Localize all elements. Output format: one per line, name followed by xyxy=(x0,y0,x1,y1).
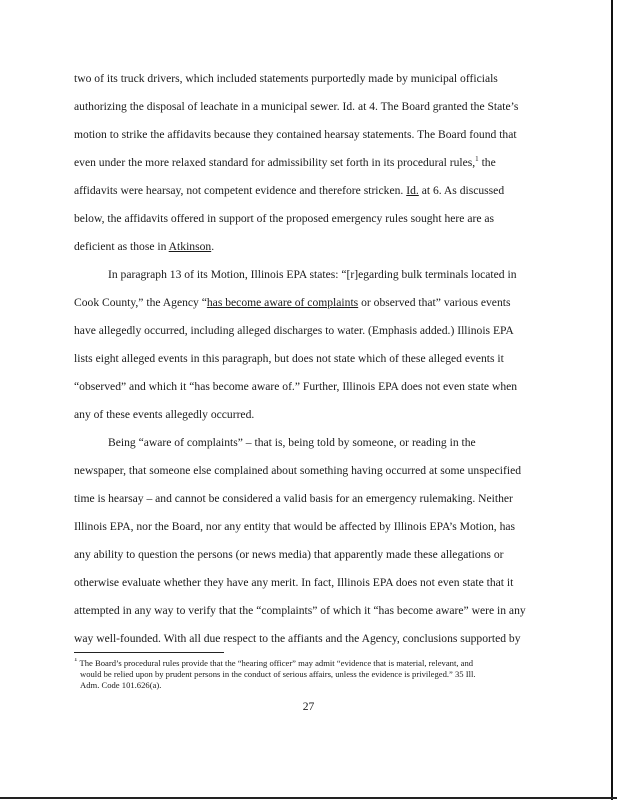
footnote-marker: 1 xyxy=(74,658,78,663)
footnote-line xyxy=(74,658,546,669)
text-run: . xyxy=(211,240,215,253)
body-line: Illinois EPA, nor the Board, nor any entity that would be affected by Illinois EPA’s Motion, has xyxy=(74,520,516,533)
footnote-ref[interactable]: 1 xyxy=(475,156,479,163)
body-line: any of these events allegedly occurred. xyxy=(74,408,255,421)
body-line xyxy=(74,240,546,254)
footnote-line: Adm. Code 101.626(a). xyxy=(80,680,162,690)
text-run: Cook County,” the Agency “ xyxy=(74,296,207,309)
body-line: any ability to question the persons (or news media) that apparently made these allegations or xyxy=(74,548,504,561)
body-line: authorizing the disposal of leachate in a municipal sewer. Id. at 4. The Board granted the State’s xyxy=(74,100,519,113)
body-line: motion to strike the affidavits because they contained hearsay statements. The Board found that xyxy=(74,128,517,141)
text-run: the xyxy=(481,156,496,169)
body-line: attempted in any way to verify that the “complaints” of which it “has become aware” were in any xyxy=(74,604,526,617)
page-number: 27 xyxy=(302,700,315,713)
page-edge-right xyxy=(611,0,613,800)
body-line: In paragraph 13 of its Motion, Illinois EPA states: “[r]egarding bulk terminals located in xyxy=(108,268,517,281)
body-line: lists eight alleged events in this paragraph, but does not state which of these alleged events it xyxy=(74,352,504,365)
text-run: or observed that” various events xyxy=(358,296,511,309)
body-line xyxy=(74,184,546,198)
body-line: newspaper, that someone else complained about something having occurred at some unspecified xyxy=(74,464,522,477)
body-line: have allegedly occurred, including alleged discharges to water. (Emphasis added.) Illinois EPA xyxy=(74,324,514,337)
case-cite: Id. xyxy=(406,184,419,197)
body-line xyxy=(74,296,546,310)
body-line: Being “aware of complaints” – that is, being told by someone, or reading in the xyxy=(108,436,476,449)
footnote-line: would be relied upon by prudent persons in the conduct of serious affairs, unless the evidence is privileged.” 35 Ill. xyxy=(80,669,476,679)
body-line: “observed” and which it “has become aware of.” Further, Illinois EPA does not even state when xyxy=(74,380,518,393)
footnote-separator xyxy=(74,652,224,653)
body-line: otherwise evaluate whether they have any merit. In fact, Illinois EPA does not even state that it xyxy=(74,576,514,589)
body-line: below, the affidavits offered in support of the proposed emergency rules sought here are as xyxy=(74,212,495,225)
body-line xyxy=(74,156,546,170)
text-run: even under the more relaxed standard for admissibility set forth in its procedural rules, xyxy=(74,156,476,169)
page-edge-bottom xyxy=(0,797,617,799)
text-run: deficient as those in xyxy=(74,240,167,253)
body-line: time is hearsay – and cannot be considered a valid basis for an emergency rulemaking. Neither xyxy=(74,492,513,505)
case-name: Atkinson xyxy=(168,240,212,253)
body-line: two of its truck drivers, which included statements purportedly made by municipal officials xyxy=(74,72,498,85)
body-line: way well-founded. With all due respect to the affiants and the Agency, conclusions supported by xyxy=(74,632,521,645)
text-run: at 6. As discussed xyxy=(421,184,505,197)
text-run: The Board’s procedural rules provide that the “hearing officer” may admit “evidence that is material, relevant, and xyxy=(77,658,474,668)
emphasis-underline: has become aware of complaints xyxy=(206,296,359,309)
text-run: affidavits were hearsay, not competent evidence and therefore stricken. xyxy=(74,184,404,197)
